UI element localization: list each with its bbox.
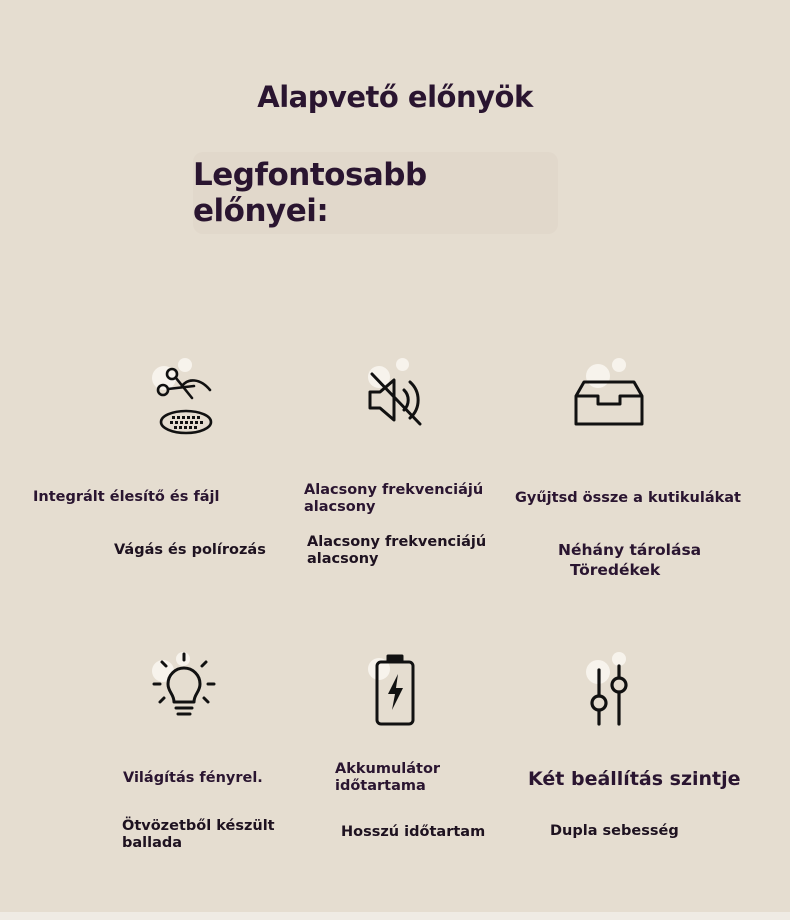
subtitle-text: Legfontosabb előnyei: xyxy=(193,157,427,229)
feature-card-lighting xyxy=(146,648,226,728)
bottom-divider xyxy=(0,912,790,920)
feature-6-desc: Dupla sebesség xyxy=(550,823,679,839)
feature-card-battery xyxy=(356,648,436,728)
feature-card-two-levels xyxy=(570,648,650,728)
feature-2-desc: Alacsony frekvenciájú alacsony xyxy=(307,534,487,567)
storage-box-icon xyxy=(570,356,650,436)
feature-3-desc-line2: Töredékek xyxy=(570,561,661,579)
feature-2-title: Alacsony frekvenciájú alacsony xyxy=(304,482,484,515)
scissors-nail-file-icon xyxy=(148,356,228,436)
feature-3-title: Gyűjtsd össze a kutikulákat xyxy=(515,490,741,506)
page-title: Alapvető előnyök xyxy=(257,80,533,114)
light-bulb-icon xyxy=(146,648,226,728)
feature-5-desc: Hosszú időtartam xyxy=(341,824,486,840)
feature-3-desc-line1: Néhány tárolása xyxy=(558,541,702,559)
sliders-icon xyxy=(570,648,650,728)
feature-card-sharpener xyxy=(148,356,228,436)
feature-1-desc: Vágás és polírozás xyxy=(114,542,266,558)
feature-card-cuticle-collect xyxy=(570,356,650,436)
feature-1-title: Integrált élesítő és fájl xyxy=(33,489,220,505)
feature-5-title: Akkumulátor időtartama xyxy=(335,761,441,794)
battery-icon xyxy=(356,648,436,728)
feature-4-title: Világítás fényrel. xyxy=(123,770,263,786)
feature-4-desc: Ötvözetből készült ballada xyxy=(122,818,275,851)
feature-6-title: Két beállítás szintje xyxy=(528,768,741,790)
muted-speaker-icon xyxy=(358,356,438,436)
feature-card-low-frequency xyxy=(358,356,438,436)
section-subtitle xyxy=(193,152,558,234)
